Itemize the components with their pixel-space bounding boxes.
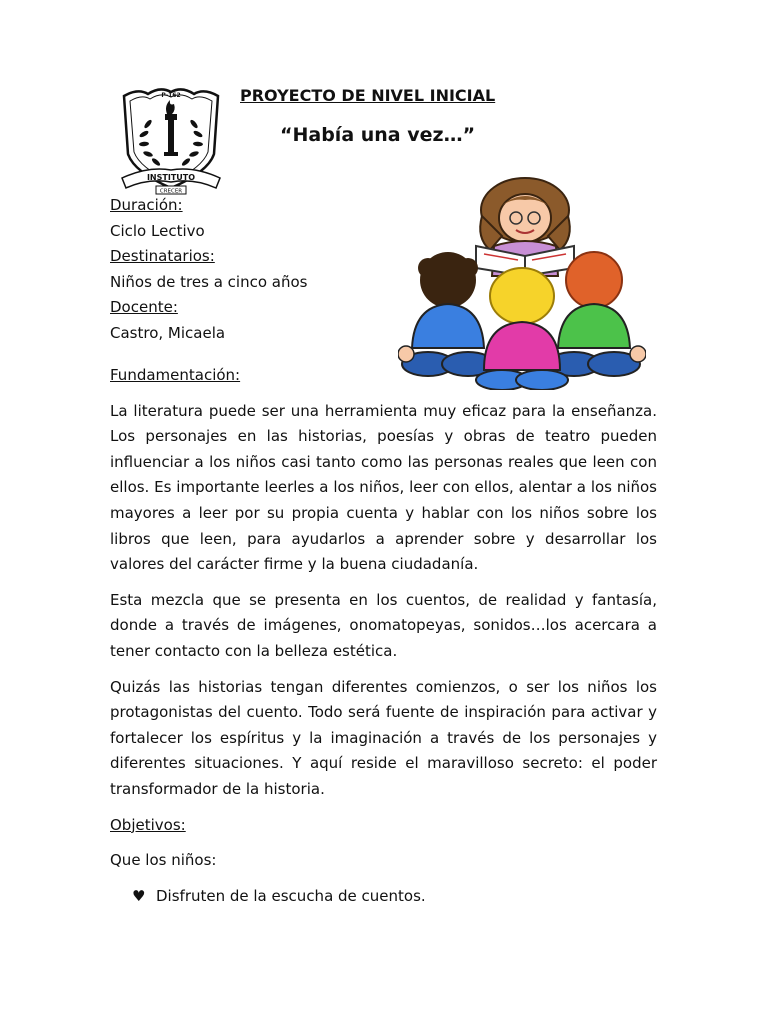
- objetivos-intro: Que los niños:: [110, 851, 217, 870]
- fundamentacion-paragraph: La literatura puede ser una herramienta muy eficaz para la enseñanza. Los personajes en las historias, poesías y obras de teatro pueden influenciar a los niños casi tanto como las personas reales que leen con ellos. Es importante leerles a los niños, leer con ellos, alentar a los niños mayores a leer por su propia cuenta y hablar con los niños sobre los libros que leen, para ayudarlos a aprender sobre y desarrollar los valores del carácter firme y la buena ciudadanía.: [110, 401, 657, 574]
- fundamentacion-heading: Fundamentación:: [110, 366, 241, 384]
- recipients-value: Niños de tres a cinco años: [110, 272, 308, 291]
- objetivos-heading: Objetivos:: [110, 815, 186, 834]
- list-item: [132, 884, 657, 910]
- svg-text:CRECER: CRECER: [159, 188, 183, 195]
- fundamentacion-paragraph: Esta mezcla que se presenta en los cuentos, de realidad y fantasía, donde a través de imágenes, onomatopeyas, sonidos…los acercara a tener contacto con la belleza estética.: [110, 590, 657, 660]
- svg-text:INSTITUTO: INSTITUTO: [146, 173, 196, 182]
- svg-text:P-162: P-162: [161, 92, 181, 99]
- fundamentacion-paragraph: Quizás las historias tengan diferentes comienzos, o ser los niños los protagonistas del cuento. Todo será fuente de inspiración para activar y fortalecer los espíritus y la imaginación a través de los personajes y diferentes situaciones. Y aquí reside el maravilloso secreto: el poder transformador de la historia.: [110, 677, 657, 798]
- document-title: PROYECTO DE NIVEL INICIAL: [240, 86, 496, 105]
- teacher-value: Castro, Micaela: [110, 323, 226, 342]
- school-logo: [118, 84, 224, 198]
- document-subtitle: “Había una vez…”: [280, 124, 476, 146]
- recipients-label: Destinatarios:: [110, 247, 215, 266]
- duration-value: Ciclo Lectivo: [110, 221, 205, 240]
- duration-label: Duración:: [110, 196, 183, 214]
- teacher-reading-illustration: [398, 176, 646, 390]
- teacher-label: Docente:: [110, 298, 178, 317]
- heart-bullet-icon: ♥: [132, 886, 146, 905]
- objective-text: Disfruten de la escucha de cuentos.: [156, 886, 426, 905]
- document-body: [110, 363, 657, 909]
- project-info: [110, 193, 390, 347]
